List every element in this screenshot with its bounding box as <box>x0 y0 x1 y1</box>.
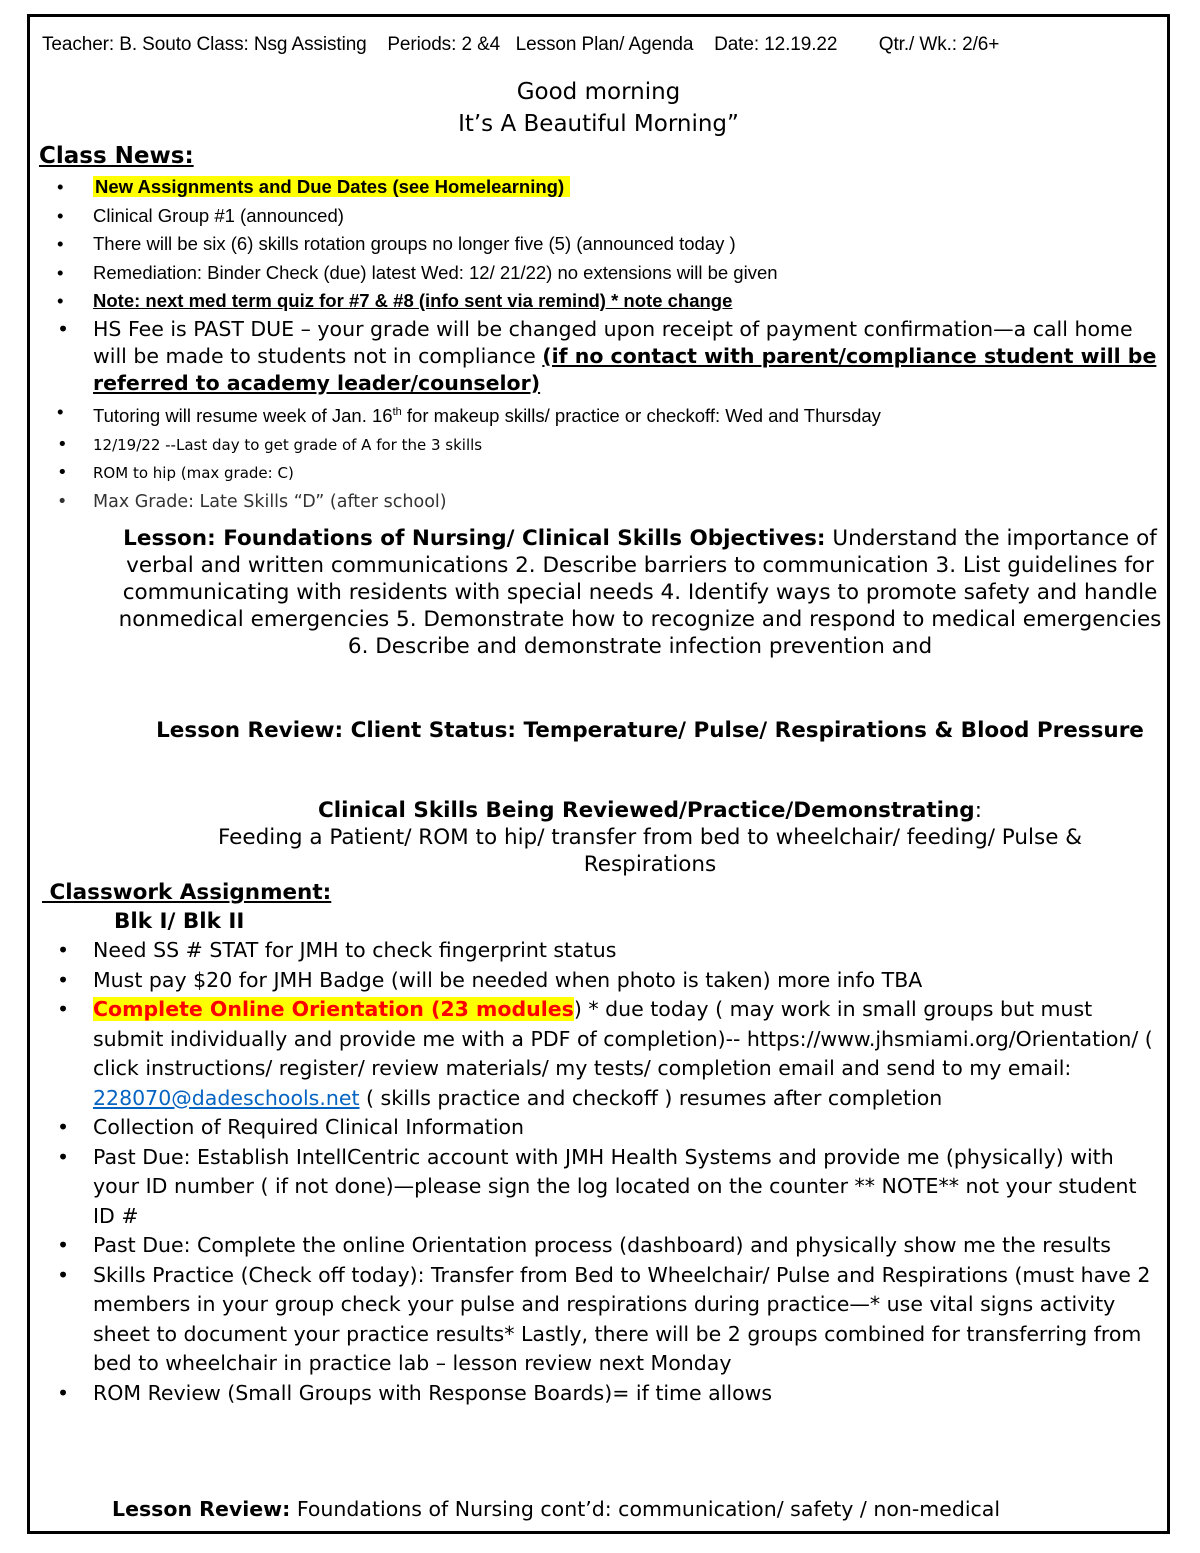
list-item <box>30 230 1167 259</box>
classwork-item-ss: Need SS # STAT for JMH to check fingerprint status <box>93 938 617 962</box>
class-news-heading: Class News: <box>39 143 194 169</box>
bullet-icon: • <box>57 290 64 311</box>
footer-lesson-review <box>112 1495 1000 1524</box>
bullet-icon: • <box>57 433 68 455</box>
bullet-icon: • <box>57 233 64 254</box>
classwork-item-orientation: Complete Online Orientation (23 modules <box>93 997 574 1021</box>
bullet-icon: • <box>57 1144 70 1169</box>
bullet-icon: • <box>57 1115 70 1139</box>
classwork-item-orientation-text: ) * due today ( may work in small groups but must submit individually and provide me with a PDF of completion)-- https://www.jhsmiami.org/Orientation/ ( click instructions/ register/ review materials/ my tests/ completion email and send to my email: <box>93 997 1153 1080</box>
lesson-label: Lesson: Foundations of Nursing/ Clinical Skills Objectives: <box>123 526 826 551</box>
list-item <box>30 966 1167 996</box>
classwork-item-badge: Must pay $20 for JMH Badge (will be needed when photo is taken) more info TBA <box>93 967 923 992</box>
header-plan: Lesson Plan/ Agenda <box>515 34 694 55</box>
classwork-item-online-orientation: Past Due: Complete the online Orientation process (dashboard) and physically show me the results <box>93 1233 1111 1257</box>
header-qtr: Qtr./ Wk.: 2/6+ <box>878 34 1000 55</box>
bullet-icon: • <box>57 316 70 341</box>
clinical-skills-label: Clinical Skills Being Reviewed/Practice/Demonstrating <box>318 798 975 823</box>
list-item <box>30 173 1167 202</box>
list-item <box>30 316 1167 397</box>
bullet-icon: • <box>57 967 70 992</box>
clinical-skills-colon: : <box>974 798 982 823</box>
classwork-heading-text: Classwork Assignment: <box>49 880 332 905</box>
news-item-quiz-note: Note: next med term quiz for #7 & #8 (info sent via remind) * note change <box>93 290 733 311</box>
bullet-icon: • <box>57 462 68 484</box>
footer-review-label: Lesson Review: <box>112 1497 291 1521</box>
header-periods: Periods: 2 &4 <box>387 34 501 55</box>
list-item <box>30 488 1167 517</box>
list-item <box>30 1261 1167 1379</box>
classwork-item-orientation-rest: ( skills practice and checkoff ) resumes after completion <box>359 1085 943 1110</box>
class-news-list <box>30 173 1167 516</box>
news-item-tutoring: Tutoring will resume week of Jan. 16 <box>93 404 393 426</box>
header-line <box>42 34 999 56</box>
greeting-line-2: It’s A Beautiful Morning” <box>458 111 739 137</box>
news-item-rom-hip: ROM to hip (max grade: C) <box>93 464 294 483</box>
list-item <box>30 287 1167 316</box>
classwork-item-skills-practice: Skills Practice (Check off today): Transfer from Bed to Wheelchair/ Pulse and Respirations (must have 2 members in your group check your pulse and respirations during practice—* use vital signs activity sheet to document your practice results* Lastly, there will be 2 groups combined for transferring from bed to wheelchair in practice lab – lesson review next Monday <box>93 1262 1151 1375</box>
news-item-last-day: 12/19/22 --Last day to get grade of A for the 3 skills <box>93 435 483 454</box>
header-date: Date: 12.19.22 <box>714 34 838 55</box>
classwork-item-collection: Collection of Required Clinical Information <box>93 1115 525 1139</box>
clinical-skills <box>150 797 1150 878</box>
list-item <box>30 1231 1167 1261</box>
classwork-list <box>30 936 1167 1408</box>
block-label: Blk I/ Blk II <box>114 909 245 934</box>
bullet-icon: • <box>57 1233 70 1257</box>
footer-review-text: Foundations of Nursing cont’d: communication/ safety / non-medical <box>290 1497 1001 1521</box>
news-item-hs-fee-warning: (if no contact with parent/compliance student will be referred to academy leader/counselor) <box>93 343 1157 395</box>
classwork-item-rom-review: ROM Review (Small Groups with Response Boards)= if time allows <box>93 1380 773 1405</box>
bullet-icon: • <box>57 204 64 226</box>
list-item <box>30 995 1167 1113</box>
bullet-icon: • <box>57 1380 70 1405</box>
news-item-max-grade: Max Grade: Late Skills “D” (after school) <box>93 491 447 512</box>
bullet-icon: • <box>57 1262 70 1287</box>
news-item-hs-fee: HS Fee is PAST DUE – your grade will be changed upon receipt of payment confirmation—a call home will be made to students not in compliance <box>93 316 1133 368</box>
list-item <box>30 397 1167 431</box>
list-item <box>30 1143 1167 1232</box>
list-item <box>30 431 1167 460</box>
bullet-icon: • <box>57 997 70 1021</box>
classwork-item-intellcentric: Past Due: Establish IntellCentric account with JMH Health Systems and provide me (physically) with your ID number ( if not done)—please sign the log located on the counter ** NOTE** not your student ID # <box>93 1144 1137 1228</box>
news-item-tutoring-rest: for makeup skills/ practice or checkoff: Wed and Thursday <box>401 404 881 426</box>
clinical-skills-text: Feeding a Patient/ ROM to hip/ transfer from bed to wheelchair/ feeding/ Pulse & Respirations <box>217 825 1083 877</box>
news-item-tutoring-sup: th <box>392 405 402 418</box>
news-item-remediation: Remediation: Binder Check (due) latest Wed: 12/ 21/22) no extensions will be given <box>93 261 778 283</box>
news-item-assignments: New Assignments and Due Dates (see Homelearning) <box>93 176 570 197</box>
bullet-icon: • <box>57 400 64 422</box>
list-item <box>30 1379 1167 1409</box>
list-item <box>30 202 1167 231</box>
email-link[interactable]: 228070@dadeschools.net <box>93 1085 360 1110</box>
news-item-rotation: There will be six (6) skills rotation groups no longer five (5) (announced today ) <box>93 233 736 254</box>
list-item <box>30 459 1167 488</box>
header-teacher: Teacher: B. Souto Class: Nsg Assisting <box>42 34 367 55</box>
classwork-heading <box>42 879 331 907</box>
news-item-clinical-group: Clinical Group #1 (announced) <box>93 204 344 226</box>
greeting-line-1: Good morning <box>516 79 681 105</box>
bullet-icon: • <box>57 176 64 197</box>
bullet-icon: • <box>57 938 70 962</box>
document-frame <box>27 14 1170 1534</box>
list-item <box>30 259 1167 288</box>
lesson-review: Lesson Review: Client Status: Temperature/ Pulse/ Respirations & Blood Pressure <box>156 718 1144 743</box>
bullet-icon: • <box>57 261 64 283</box>
bullet-icon: • <box>57 491 68 512</box>
list-item <box>30 1113 1167 1143</box>
lesson-text: Understand the importance of verbal and written communications 2. Describe barriers to communication 3. List guidelines for communicating with residents with special needs 4. Identify ways to promote safety and handle nonmedical emergencies 5. Demonstrate how to recognize and respond to medical emergencies 6. Describe and demonstrate infection prevention and <box>118 526 1162 659</box>
lesson-objectives <box>110 525 1170 660</box>
list-item <box>30 936 1167 966</box>
